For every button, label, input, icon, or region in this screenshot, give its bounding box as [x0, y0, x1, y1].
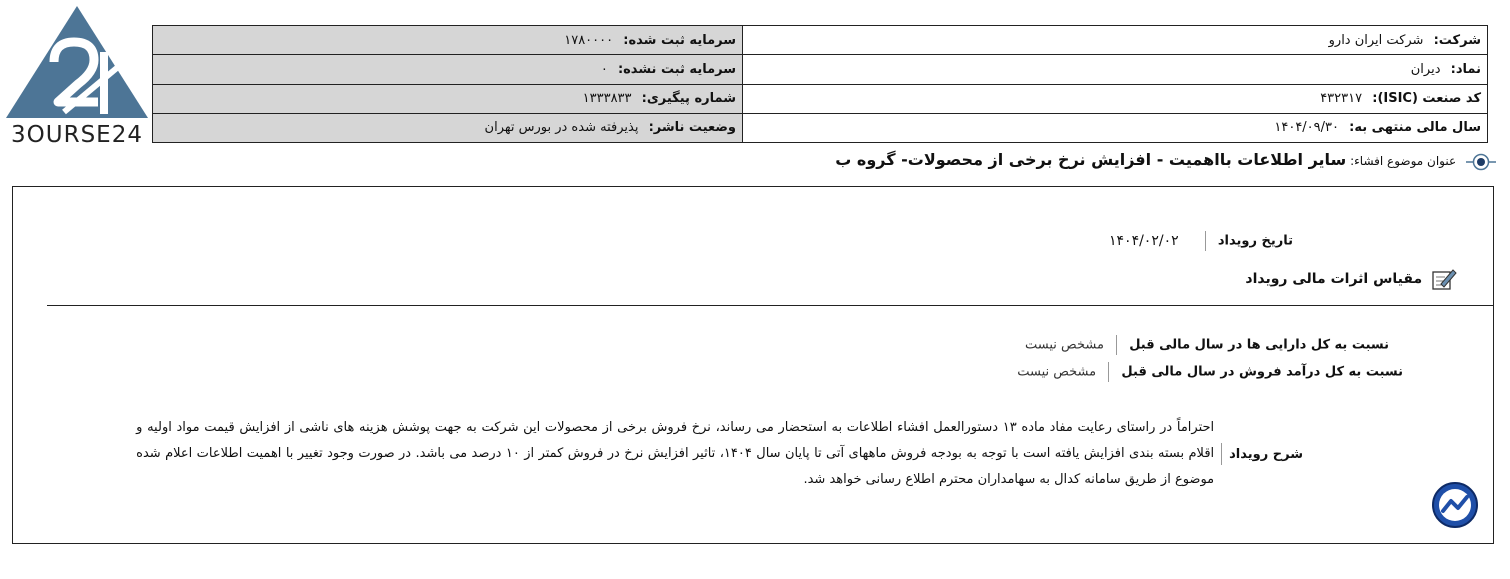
symbol-value: دیران	[1410, 61, 1441, 77]
publisher-status-label: وضعیت ناشر:	[648, 120, 736, 136]
edit-icon	[1431, 267, 1457, 291]
fiscal-year-value: ۱۴۰۴/۰۹/۳۰	[1274, 120, 1339, 136]
tracking-number-label: شماره پیگیری:	[641, 91, 736, 107]
event-panel	[12, 186, 1494, 544]
publisher-status-cell	[153, 113, 743, 142]
target-icon	[1466, 153, 1496, 171]
unregistered-capital-value: ۰	[600, 61, 608, 77]
tracking-number-cell	[153, 84, 743, 113]
event-description-text: احتراماً در راستای رعایت مفاد ماده ۱۳ دستورالعمل افشاء اطلاعات به استحضار می رساند، نرخ فروش برخی از محصولات این شرکت به جهت پوشش هزینه های ناشی از افزایش قیمت مواد اولیه و اقلام بسته بندی افزایش یافته است با توجه به بودجه فروش ماههای آتی تا پایان سال ۱۴۰۴، تاثیر افزایش نرخ در فروش کمتر از ۱۰ درصد می باشد. در صورت وجود تغییر با اهمیت اطلاعات اعلام شده موضوع از طریق سامانه کدال به سهامداران محترم اطلاع رسانی خواهد شد.	[136, 420, 1215, 487]
registered-capital-value: ۱۷۸۰۰۰۰	[564, 32, 614, 48]
symbol-cell	[743, 55, 1488, 84]
fiscal-year-cell	[743, 113, 1488, 142]
company-cell	[743, 26, 1488, 55]
event-date-row	[1109, 231, 1293, 251]
event-date-value: ۱۴۰۴/۰۲/۰۲	[1109, 232, 1179, 249]
company-value: شرکت ایران دارو	[1328, 32, 1424, 48]
bourse24-badge-icon[interactable]	[1431, 481, 1479, 529]
revenue-ratio-label: نسبت به کل درآمد فروش در سال مالی قبل	[1121, 364, 1403, 380]
event-description-row	[136, 415, 1303, 493]
separator	[1108, 362, 1109, 382]
financial-effects-heading	[1245, 267, 1457, 291]
financial-effects-title: مقیاس اثرات مالی رویداد	[1245, 271, 1423, 287]
assets-ratio-row	[1025, 335, 1389, 355]
registered-capital-label: سرمایه ثبت شده:	[623, 32, 736, 48]
isic-value: ۴۳۲۳۱۷	[1320, 91, 1363, 107]
info-row	[153, 84, 1488, 113]
company-label: شرکت:	[1433, 32, 1481, 48]
publisher-status-value: پذیرفته شده در بورس تهران	[484, 120, 639, 136]
revenue-ratio-value: مشخص نیست	[1017, 364, 1097, 380]
info-row	[153, 26, 1488, 55]
unregistered-capital-label: سرمایه ثبت نشده:	[617, 61, 736, 77]
registered-capital-cell	[153, 26, 743, 55]
separator	[1221, 443, 1222, 465]
info-row	[153, 113, 1488, 142]
info-row	[153, 55, 1488, 84]
assets-ratio-value: مشخص نیست	[1025, 337, 1104, 353]
logo-wordmark: 3OURSE24	[11, 122, 143, 148]
separator	[1205, 231, 1206, 251]
symbol-label: نماد:	[1450, 61, 1481, 77]
unregistered-capital-cell	[153, 55, 743, 84]
divider	[47, 305, 1493, 306]
isic-label: کد صنعت (ISIC):	[1372, 91, 1481, 107]
company-info-table	[152, 25, 1488, 143]
event-date-label: تاریخ رویداد	[1217, 233, 1293, 249]
subject-label: عنوان موضوع افشاء:	[1350, 154, 1457, 168]
fiscal-year-label: سال مالی منتهی به:	[1349, 120, 1481, 136]
separator	[1116, 335, 1117, 355]
tracking-number-value: ۱۳۳۳۸۳۳	[582, 91, 632, 107]
disclosure-subject	[835, 150, 1496, 171]
revenue-ratio-row	[1017, 362, 1403, 382]
isic-cell	[743, 84, 1488, 113]
assets-ratio-label: نسبت به کل دارایی ها در سال مالی قبل	[1129, 337, 1389, 353]
subject-title: سایر اطلاعات بااهمیت - افزایش نرخ برخی از محصولات- گروه ب	[835, 150, 1347, 169]
event-description-label: شرح رویداد	[1229, 446, 1303, 462]
